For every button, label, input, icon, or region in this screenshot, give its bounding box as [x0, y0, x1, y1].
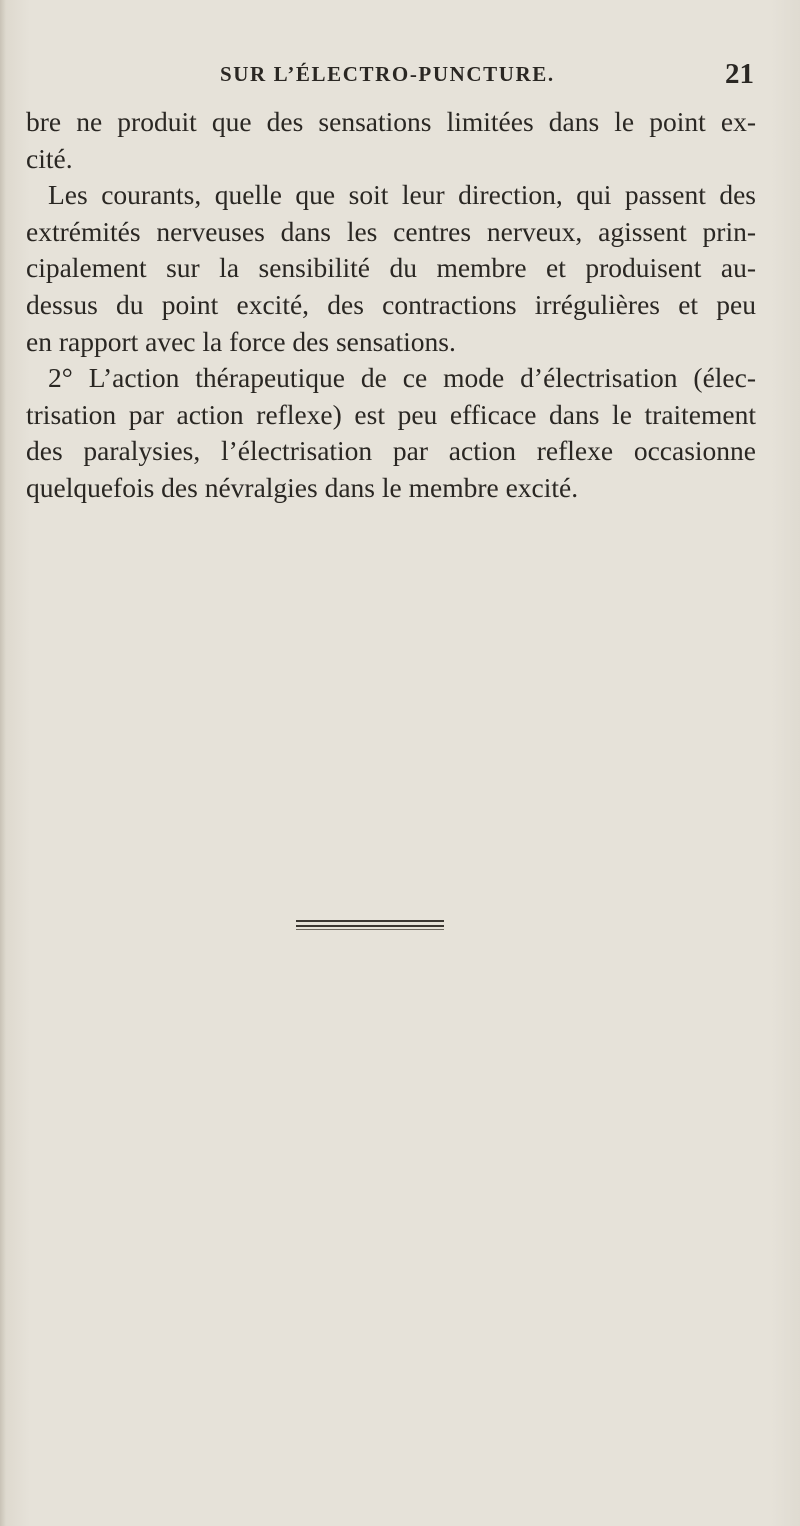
text-line: dessus du point excité, des contractions irrégulières et peu — [26, 288, 756, 320]
text-line: Les courants, quelle que soit leur direction, qui passent des — [48, 179, 756, 211]
rule-line — [296, 929, 444, 930]
rule-line — [296, 920, 444, 922]
page-gutter-shadow — [0, 0, 6, 1526]
page-number: 21 — [725, 58, 754, 90]
text-line: extrémités nerveuses dans les centres nerveux, agissent prin- — [26, 215, 756, 247]
text-line: 2° L’action thérapeutique de ce mode d’électrisation (élec- — [48, 362, 756, 394]
text-line: cipalement sur la sensibilité du membre et produisent au- — [26, 252, 756, 284]
text-line: en rapport avec la force des sensations. — [26, 325, 456, 357]
running-head — [24, 58, 764, 92]
rule-line — [296, 925, 444, 927]
text-line: trisation par action reflexe) est peu efficace dans le traitement — [26, 398, 756, 430]
text-line: cité. — [26, 142, 73, 174]
body-text — [26, 104, 756, 507]
text-line: quelquefois des névralgies dans le membre excité. — [26, 471, 579, 503]
text-line: des paralysies, l’électrisation par action reflexe occasionne — [26, 435, 756, 467]
section-separator-rule — [296, 920, 444, 932]
text-line: bre ne produit que des sensations limitées dans le point ex- — [26, 106, 756, 137]
running-title: SUR L’ÉLECTRO-PUNCTURE. — [220, 62, 555, 86]
